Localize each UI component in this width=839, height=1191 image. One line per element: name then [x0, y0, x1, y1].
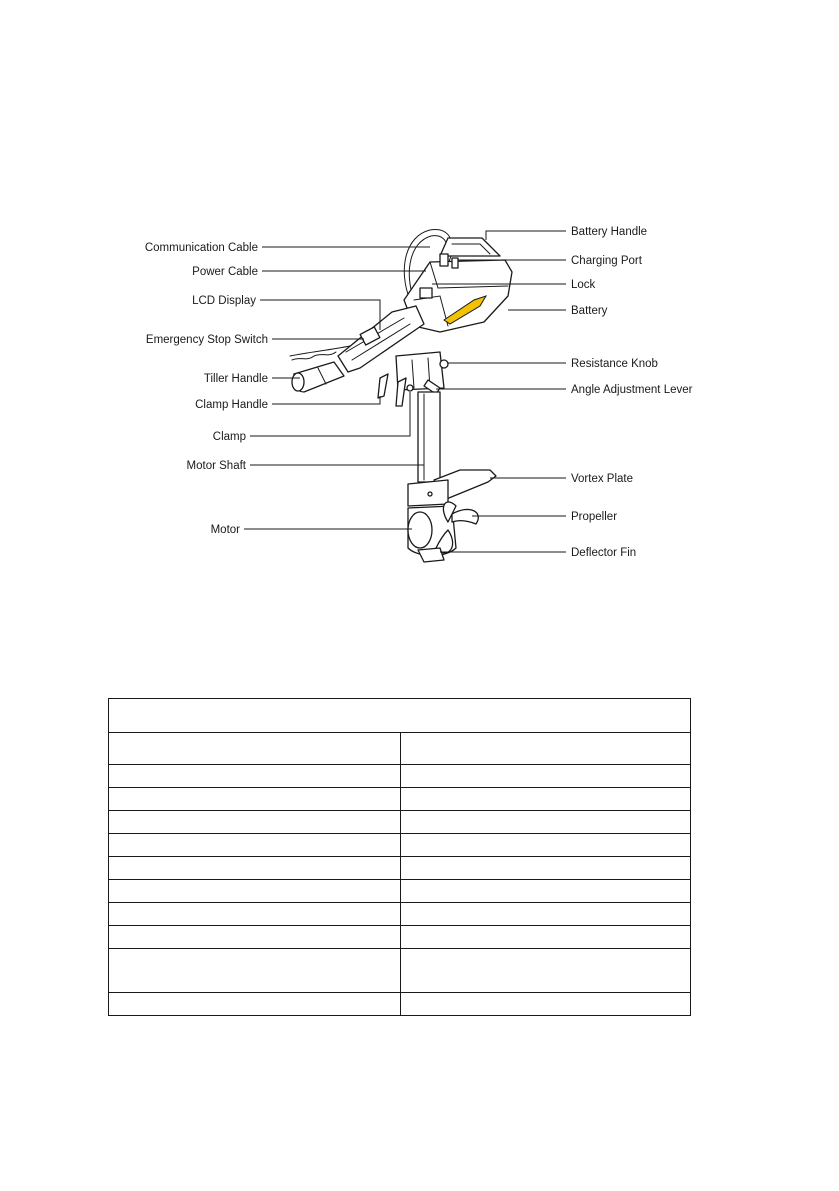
table-cell: [109, 926, 401, 949]
table-cell: [401, 903, 691, 926]
left-labels: [145, 242, 268, 536]
table-cell: [401, 857, 691, 880]
label-motor-shaft: Motor Shaft: [186, 460, 246, 472]
table-row: [109, 926, 691, 949]
label-deflector-fin: Deflector Fin: [571, 547, 637, 559]
table-cell: [109, 788, 401, 811]
label-battery-handle: Battery Handle: [571, 226, 648, 238]
label-propeller: Propeller: [571, 511, 618, 523]
table-row: [109, 993, 691, 1016]
right-labels: [571, 226, 693, 559]
table-cell: [109, 811, 401, 834]
table-cell: [109, 834, 401, 857]
label-motor: Motor: [210, 524, 240, 536]
table-cell: [401, 926, 691, 949]
table-cell: [401, 993, 691, 1016]
table-cell: [109, 880, 401, 903]
label-charging-port: Charging Port: [571, 255, 642, 267]
table-cell: [401, 788, 691, 811]
table-cell: [109, 765, 401, 788]
table-row: [109, 857, 691, 880]
label-resistance-knob: Resistance Knob: [571, 358, 658, 370]
label-tiller-handle: Tiller Handle: [203, 373, 268, 385]
label-battery: Battery: [571, 305, 608, 317]
label-communication-cable: Communication Cable: [144, 242, 258, 254]
specification-table: [108, 698, 691, 1016]
table-row: [109, 903, 691, 926]
label-power-cable: Power Cable: [192, 266, 258, 278]
label-vortex-plate: Vortex Plate: [571, 473, 634, 485]
table-header-cell: [401, 733, 691, 765]
table-row: [109, 949, 691, 993]
table-cell: [401, 765, 691, 788]
label-lock: Lock: [571, 279, 596, 291]
table-row: [109, 811, 691, 834]
table-header-cell: [109, 733, 401, 765]
label-angle-adjustment-lever: Angle Adjustment Lever: [571, 384, 693, 396]
table-title-cell: [109, 699, 691, 733]
table-cell: [109, 993, 401, 1016]
table-cell: [401, 949, 691, 993]
table-title-row: [109, 699, 691, 733]
table-header-row: [109, 733, 691, 765]
table-cell: [401, 834, 691, 857]
table-cell: [109, 949, 401, 993]
table-cell: [109, 857, 401, 880]
table-cell: [401, 880, 691, 903]
label-emergency-stop-switch: Emergency Stop Switch: [145, 334, 268, 346]
table-cell: [109, 903, 401, 926]
table-cell: [401, 811, 691, 834]
label-lcd-display: LCD Display: [192, 295, 256, 307]
table-row: [109, 765, 691, 788]
label-clamp-handle: Clamp Handle: [195, 399, 268, 411]
label-clamp: Clamp: [212, 431, 246, 443]
table-row: [109, 788, 691, 811]
table-row: [109, 834, 691, 857]
table-row: [109, 880, 691, 903]
motor-illustration: [290, 229, 512, 562]
